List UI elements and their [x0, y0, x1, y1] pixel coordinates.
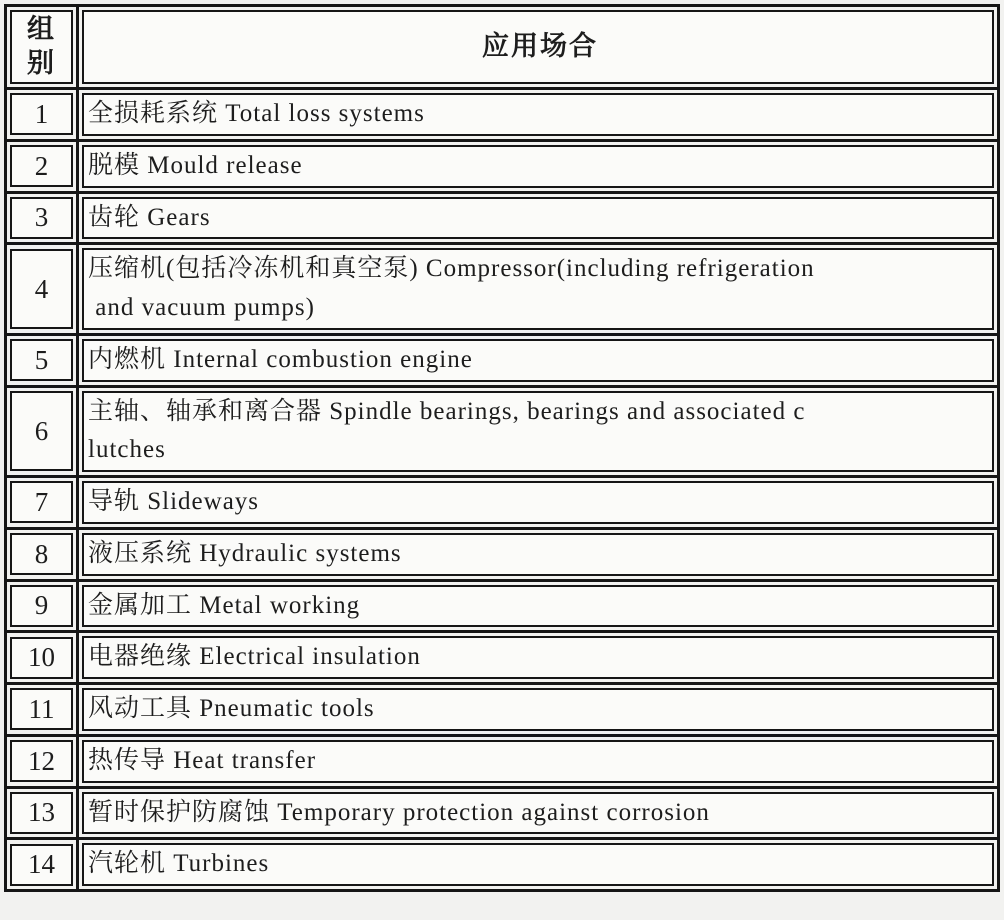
application-text: 导轨 Slideways — [82, 481, 994, 524]
application-cell — [78, 684, 999, 736]
table-row — [6, 684, 999, 736]
application-cell — [78, 632, 999, 684]
group-header-line-2: 别 — [27, 48, 56, 78]
application-text: 齿轮 Gears — [82, 197, 994, 240]
group-number-cell — [6, 244, 78, 335]
group-number: 8 — [34, 538, 49, 569]
application-cell — [78, 192, 999, 244]
application-cell — [78, 477, 999, 529]
group-number: 12 — [28, 745, 55, 776]
table-row — [6, 839, 999, 891]
application-cell — [78, 787, 999, 839]
group-number-cell — [6, 839, 78, 891]
application-cell — [78, 89, 999, 141]
application-text: 电器绝缘 Electrical insulation — [82, 636, 994, 679]
application-cell — [78, 735, 999, 787]
table-row — [6, 528, 999, 580]
application-text: 热传导 Heat transfer — [82, 740, 994, 783]
application-text: 风动工具 Pneumatic tools — [82, 688, 994, 731]
application-text: 汽轮机 Turbines — [82, 843, 994, 886]
table-row — [6, 632, 999, 684]
table-row — [6, 787, 999, 839]
group-number-cell — [6, 89, 78, 141]
table-row — [6, 334, 999, 386]
group-number: 5 — [34, 344, 49, 375]
table-row — [6, 735, 999, 787]
application-cell — [78, 386, 999, 477]
group-number: 10 — [28, 642, 55, 673]
group-header-line-1: 组 — [27, 14, 56, 45]
group-number: 3 — [34, 202, 49, 233]
application-text: 压缩机(包括冷冻机和真空泵) Compressor(including refrigeration and vacuum pumps) — [82, 248, 994, 330]
application-text: 全损耗系统 Total loss systems — [82, 93, 994, 136]
group-number: 1 — [34, 98, 49, 129]
group-number-cell — [6, 580, 78, 632]
application-text: 金属加工 Metal working — [82, 585, 994, 628]
group-number-cell — [6, 684, 78, 736]
application-table — [4, 4, 1000, 892]
table-body — [6, 89, 999, 891]
application-cell — [78, 334, 999, 386]
group-column-header-cell — [6, 6, 78, 89]
table-row — [6, 477, 999, 529]
group-number: 2 — [34, 150, 49, 181]
table-header — [6, 6, 999, 89]
group-number-cell — [6, 192, 78, 244]
application-cell — [78, 140, 999, 192]
group-number-cell — [6, 787, 78, 839]
application-text: 脱模 Mould release — [82, 145, 994, 188]
group-number: 13 — [28, 797, 55, 828]
table-row — [6, 244, 999, 335]
group-number-cell — [6, 632, 78, 684]
table-row — [6, 386, 999, 477]
group-number: 4 — [34, 273, 49, 304]
application-cell — [78, 244, 999, 335]
group-number: 14 — [28, 849, 55, 880]
application-column-header: 应用场合 — [482, 31, 598, 62]
group-number: 11 — [28, 693, 55, 724]
group-number-cell — [6, 735, 78, 787]
table-row — [6, 89, 999, 141]
application-text: 内燃机 Internal combustion engine — [82, 339, 994, 382]
application-cell — [78, 839, 999, 891]
group-number: 6 — [34, 415, 49, 446]
group-number: 9 — [34, 590, 49, 621]
application-column-header-cell — [78, 6, 999, 89]
application-text: 主轴、轴承和离合器 Spindle bearings, bearings and associated c lutches — [82, 391, 994, 473]
table-row — [6, 140, 999, 192]
group-number-cell — [6, 477, 78, 529]
group-number-cell — [6, 140, 78, 192]
application-cell — [78, 528, 999, 580]
header-row — [6, 6, 999, 89]
group-number-cell — [6, 334, 78, 386]
group-column-header — [10, 10, 73, 84]
group-number-cell — [6, 528, 78, 580]
table-row — [6, 580, 999, 632]
group-number: 7 — [34, 486, 49, 517]
table-row — [6, 192, 999, 244]
group-number-cell — [6, 386, 78, 477]
application-cell — [78, 580, 999, 632]
application-text: 暂时保护防腐蚀 Temporary protection against corrosion — [82, 792, 994, 835]
application-text: 液压系统 Hydraulic systems — [82, 533, 994, 576]
